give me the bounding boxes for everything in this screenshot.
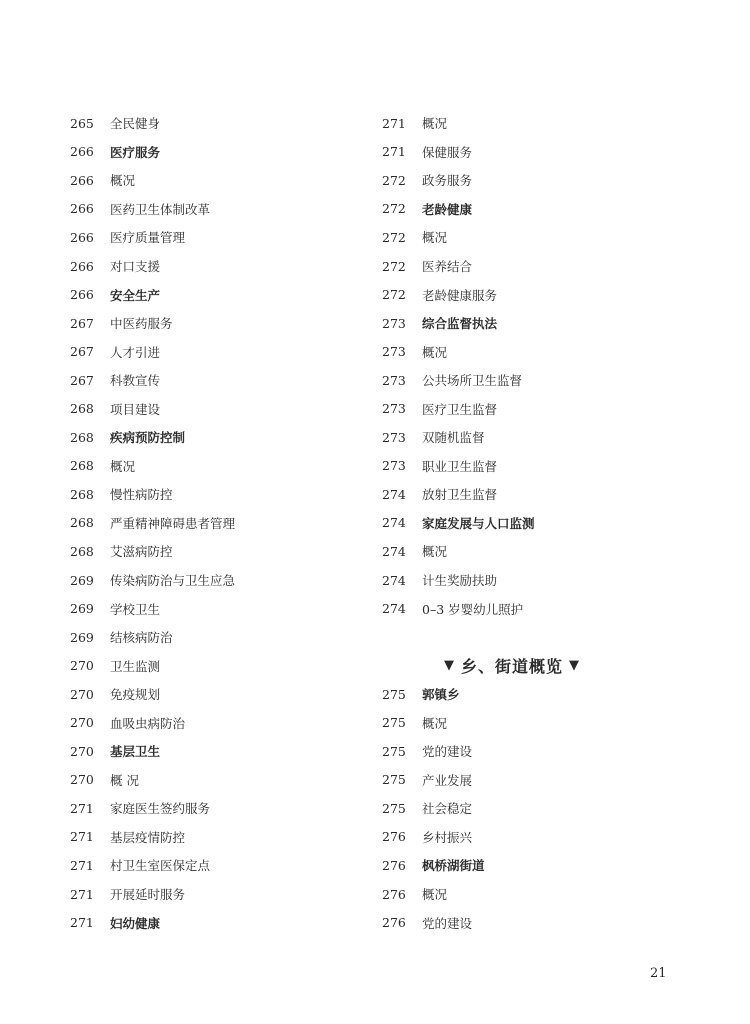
entry-title: 医药卫生体制改革 [110, 201, 211, 217]
page-ref: 272 [382, 229, 406, 245]
toc-entry[interactable] [70, 851, 360, 880]
toc-entry[interactable] [70, 452, 360, 481]
page-ref: 276 [382, 915, 406, 931]
toc-heading-entry[interactable] [382, 509, 682, 538]
section-header [382, 651, 642, 680]
page-ref: 267 [70, 315, 94, 331]
entry-title: 医疗服务 [110, 144, 161, 160]
entry-title: 郭镇乡 [422, 687, 460, 703]
page-ref: 274 [382, 543, 406, 559]
page-ref: 266 [70, 287, 94, 303]
entry-title: 科教宣传 [110, 373, 161, 389]
entry-title: 血吸虫病防治 [110, 715, 186, 731]
entry-title: 对口支援 [110, 259, 161, 274]
page-ref: 273 [382, 401, 406, 417]
toc-heading-entry[interactable] [70, 423, 360, 452]
toc-entry[interactable] [382, 594, 682, 623]
page-ref: 268 [70, 429, 94, 445]
page-ref: 267 [70, 344, 94, 360]
entry-title: 医疗卫生监督 [422, 401, 498, 417]
toc-heading-entry[interactable] [70, 138, 360, 167]
page-ref: 271 [70, 800, 94, 816]
toc-entry[interactable] [382, 280, 682, 309]
page-ref: 276 [382, 886, 406, 902]
entry-title: 医疗质量管理 [110, 230, 186, 246]
toc-entry[interactable] [382, 908, 682, 937]
page-number: 21 [650, 966, 667, 981]
entry-title: 安全生产 [110, 287, 161, 303]
page-ref: 275 [382, 686, 406, 702]
page-ref: 274 [382, 601, 406, 617]
entry-title: 项目建设 [110, 401, 161, 417]
page-ref: 271 [382, 115, 406, 131]
entry-title: 概况 [422, 116, 448, 132]
section-title: 乡、街道概览 [460, 657, 563, 677]
page-ref: 275 [382, 772, 406, 788]
page-ref: 266 [70, 144, 94, 160]
toc-entry[interactable] [382, 480, 682, 509]
entry-title: 卫生监测 [110, 658, 161, 674]
toc-entry[interactable] [382, 394, 682, 423]
toc-entry[interactable] [70, 309, 360, 338]
entry-title: 党的建设 [422, 744, 473, 760]
entry-title: 老龄健康 [422, 201, 473, 217]
toc-entry[interactable] [70, 823, 360, 852]
page-ref: 272 [382, 258, 406, 274]
entry-title: 开展延时服务 [110, 887, 186, 903]
entry-title: 家庭发展与人口监测 [422, 515, 535, 531]
entry-title: 疾病预防控制 [110, 430, 186, 446]
toc-entry[interactable] [70, 880, 360, 909]
page-ref: 268 [70, 401, 94, 417]
page-ref: 268 [70, 458, 94, 474]
toc-entry[interactable] [70, 480, 360, 509]
page-ref: 275 [382, 800, 406, 816]
page-ref: 270 [70, 772, 94, 788]
down-triangle-icon: ▼ [569, 658, 580, 674]
toc-entry[interactable] [382, 337, 682, 366]
toc-entry[interactable] [382, 423, 682, 452]
page-ref: 276 [382, 857, 406, 873]
entry-title: 全民健身 [110, 116, 161, 132]
toc-heading-entry[interactable] [70, 280, 360, 309]
toc-entry[interactable] [382, 766, 682, 795]
toc-entry[interactable] [70, 566, 360, 595]
page-ref: 267 [70, 372, 94, 388]
entry-title: 概况 [110, 173, 136, 189]
toc-entry[interactable] [382, 366, 682, 395]
entry-title: 传染病防治与卫生应急 [110, 573, 236, 589]
page-ref: 271 [70, 886, 94, 902]
page-ref: 273 [382, 429, 406, 445]
entry-title: 概况 [422, 715, 448, 731]
toc-entry[interactable] [70, 537, 360, 566]
entry-title: 概况 [422, 230, 448, 246]
toc-entry[interactable] [382, 823, 682, 852]
entry-title: 妇幼健康 [110, 915, 161, 931]
entry-title: 概况 [110, 458, 136, 474]
page-ref: 274 [382, 486, 406, 502]
page-ref: 273 [382, 344, 406, 360]
entry-title: 中医药服务 [110, 316, 173, 332]
toc-entry[interactable] [382, 109, 682, 138]
page-ref: 268 [70, 543, 94, 559]
entry-title: 基层疫情防控 [110, 829, 186, 845]
toc-entry[interactable] [70, 651, 360, 680]
page-ref: 270 [70, 686, 94, 702]
page-ref: 270 [70, 715, 94, 731]
toc-entry[interactable] [70, 623, 360, 652]
toc-entry[interactable] [70, 509, 360, 538]
page-ref: 269 [70, 601, 94, 617]
toc-entry[interactable] [70, 366, 360, 395]
page-ref: 269 [70, 572, 94, 588]
toc-entry[interactable] [70, 680, 360, 709]
page-ref: 271 [70, 829, 94, 845]
toc-entry[interactable] [382, 794, 682, 823]
entry-title: 概 况 [110, 772, 139, 788]
entry-title: 医养结合 [422, 259, 473, 274]
toc-entry[interactable] [70, 195, 360, 224]
page-ref: 269 [70, 629, 94, 645]
entry-title: 党的建设 [422, 915, 473, 931]
entry-title: 双随机监督 [422, 430, 485, 446]
page-ref: 266 [70, 201, 94, 217]
page-ref: 273 [382, 458, 406, 474]
entry-title: 人才引进 [110, 344, 161, 360]
entry-title: 老龄健康服务 [422, 287, 498, 303]
toc-entry[interactable] [70, 766, 360, 795]
toc-entry[interactable] [382, 166, 682, 195]
entry-title: 基层卫生 [110, 744, 161, 760]
toc-entry[interactable] [70, 109, 360, 138]
page-ref: 273 [382, 372, 406, 388]
toc-entry[interactable] [382, 566, 682, 595]
page-ref: 270 [70, 743, 94, 759]
page-ref: 266 [70, 258, 94, 274]
toc-right-column [382, 109, 682, 937]
entry-title: 家庭医生签约服务 [110, 801, 211, 817]
entry-title: 社会稳定 [422, 801, 473, 817]
toc-entry[interactable] [382, 737, 682, 766]
toc-entry[interactable] [70, 708, 360, 737]
toc-heading-entry[interactable] [70, 737, 360, 766]
entry-title: 综合监督执法 [422, 316, 498, 332]
page-ref: 272 [382, 287, 406, 303]
entry-title: 严重精神障碍患者管理 [110, 515, 236, 531]
page-ref: 271 [382, 144, 406, 160]
toc-heading-entry[interactable] [382, 680, 682, 709]
toc-heading-entry[interactable] [382, 309, 682, 338]
page-ref: 266 [70, 172, 94, 188]
entry-title: 政务服务 [422, 173, 473, 189]
toc-entry[interactable] [382, 708, 682, 737]
page-ref: 274 [382, 515, 406, 531]
entry-title: 计生奖励扶助 [422, 573, 498, 589]
toc-entry[interactable] [70, 594, 360, 623]
toc-heading-entry[interactable] [382, 851, 682, 880]
entry-title: 产业发展 [422, 772, 473, 788]
toc-entry[interactable] [70, 223, 360, 252]
entry-title: 艾滋病防控 [110, 544, 173, 560]
toc-entry[interactable] [382, 537, 682, 566]
entry-title: 乡村振兴 [422, 829, 473, 845]
toc-entry[interactable] [382, 138, 682, 167]
toc-entry[interactable] [70, 394, 360, 423]
page-ref: 272 [382, 172, 406, 188]
toc-left-column [70, 109, 360, 937]
entry-title: 概况 [422, 544, 448, 560]
entry-title: 概况 [422, 887, 448, 903]
toc-entry[interactable] [70, 166, 360, 195]
page-ref: 265 [70, 115, 94, 131]
entry-title: 概况 [422, 344, 448, 360]
entry-title: 职业卫生监督 [422, 458, 498, 474]
entry-title: 放射卫生监督 [422, 487, 498, 503]
page-ref: 276 [382, 829, 406, 845]
toc-entry[interactable] [382, 880, 682, 909]
page-ref: 274 [382, 572, 406, 588]
page-ref: 268 [70, 486, 94, 502]
page-ref: 275 [382, 715, 406, 731]
toc-entry[interactable] [70, 794, 360, 823]
page-ref: 271 [70, 915, 94, 931]
page-ref: 270 [70, 658, 94, 674]
toc-entry[interactable] [382, 252, 682, 281]
entry-title: 学校卫生 [110, 601, 161, 617]
entry-title: 免疫规划 [110, 687, 161, 703]
toc-entry[interactable] [382, 223, 682, 252]
page-ref: 268 [70, 515, 94, 531]
entry-title: 村卫生室医保定点 [110, 858, 211, 874]
toc-heading-entry[interactable] [70, 908, 360, 937]
page-ref: 266 [70, 229, 94, 245]
spacer [382, 623, 682, 652]
entry-title: 慢性病防控 [110, 487, 173, 503]
entry-title: 0–3 岁婴幼儿照护 [422, 601, 524, 617]
entry-title: 结核病防治 [110, 630, 173, 646]
toc-entry[interactable] [70, 252, 360, 281]
page-ref: 272 [382, 201, 406, 217]
entry-title: 保健服务 [422, 144, 473, 160]
toc-heading-entry[interactable] [382, 195, 682, 224]
entry-title: 公共场所卫生监督 [422, 373, 523, 389]
entry-title: 枫桥湖街道 [422, 858, 485, 874]
page-ref: 271 [70, 857, 94, 873]
page-ref: 275 [382, 743, 406, 759]
toc-entry[interactable] [70, 337, 360, 366]
toc-entry[interactable] [382, 452, 682, 481]
down-triangle-icon: ▼ [443, 658, 455, 674]
page-ref: 273 [382, 315, 406, 331]
